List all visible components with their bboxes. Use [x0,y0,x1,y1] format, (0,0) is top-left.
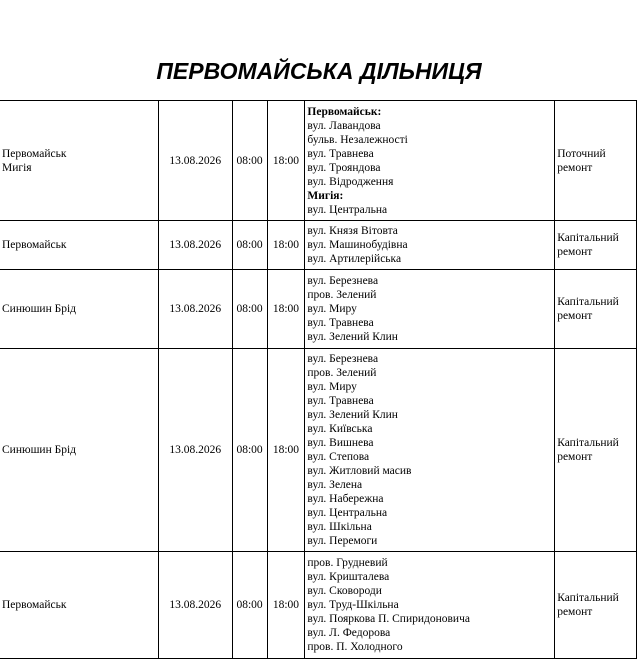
street-name: вул. Пояркова П. Спиридоновича [307,613,470,625]
location-cell [0,270,158,349]
work-type: Капітальний [557,296,619,308]
street-name: вул. Степова [307,451,370,463]
work-type: ремонт [557,451,593,463]
work-type: ремонт [557,606,593,618]
location-cell [0,221,158,270]
street-name: вул. Шкільна [307,521,372,533]
street-name: вул. Березнева [307,275,379,287]
schedule-body [0,101,637,659]
work-type: Капітальний [557,437,619,449]
work-type-cell [555,270,637,349]
street-name: вул. Зелений Клин [307,331,398,343]
street-name: вул. Трояндова [307,161,381,174]
street-name: вул. Київська [307,423,373,435]
street-name: вул. Труд-Шкільна [307,599,399,611]
outage-date: 13.08.2026 [169,303,222,315]
end-time-cell [267,552,305,659]
street-name: вул. Сковороди [307,585,382,597]
street-name: вул. Миру [307,381,357,393]
outage-date: 13.08.2026 [169,239,222,251]
location-name: Первомайськ [2,147,67,160]
settlement-heading: Мигія: [307,189,344,202]
location-name: Синюшин Брід [2,444,77,456]
street-name: вул. Травнева [307,147,374,160]
street-name: вул. Лавандова [307,119,381,132]
streets-cell [305,552,555,659]
outage-date: 13.08.2026 [169,444,222,456]
street-name: вул. Житловий масив [307,465,412,477]
start-time: 08:00 [236,303,263,315]
table-row [0,552,637,659]
street-name: бульв. Незалежності [307,133,408,146]
start-time-cell [232,349,267,552]
work-type: ремонт [557,161,593,174]
work-type-cell [555,221,637,270]
start-time-cell [232,270,267,349]
table-row [0,221,637,270]
page-title: ПЕРВОМАЙСЬКА ДІЛЬНИЦЯ [156,58,482,84]
street-name: вул. Зелена [307,479,363,491]
start-time: 08:00 [236,239,263,251]
street-name: вул. Кришталева [307,571,390,583]
street-name: пров. П. Холодного [307,641,403,653]
location-name: Первомайськ [2,599,67,611]
date-cell [158,270,232,349]
streets-cell [305,270,555,349]
end-time: 18:00 [272,444,300,456]
street-name: вул. Набережна [307,493,384,505]
work-type: Поточний [557,147,606,160]
end-time: 18:00 [272,599,300,611]
street-name: пров. Зелений [307,289,377,301]
table-row [0,101,637,221]
end-time-cell [267,101,305,221]
street-name: вул. Березнева [307,353,379,365]
location-cell [0,349,158,552]
street-name: вул. Л. Федорова [307,627,391,639]
start-time: 08:00 [236,444,263,456]
end-time-cell [267,270,305,349]
start-time-cell [232,101,267,221]
work-type: Капітальний [557,592,619,604]
start-time: 08:00 [236,599,263,611]
street-name: вул. Травнева [307,395,374,407]
street-name: вул. Машинобудівна [307,239,408,251]
table-row [0,349,637,552]
street-name: вул. Артилерійська [307,253,402,265]
end-time: 18:00 [272,239,300,251]
table-row [0,270,637,349]
street-name: вул. Відродження [307,175,394,188]
street-name: вул. Вишнева [307,437,374,449]
street-name: вул. Миру [307,303,357,315]
location-name: Первомайськ [2,239,67,251]
street-name: пров. Зелений [307,367,377,379]
end-time: 18:00 [272,303,300,315]
work-type: ремонт [557,246,593,258]
date-cell [158,101,232,221]
streets-cell [305,349,555,552]
end-time-cell [267,221,305,270]
location-name: Мигія [2,161,32,174]
street-name: пров. Грудневий [307,557,388,569]
work-type: Капітальний [557,232,619,244]
start-time: 08:00 [236,154,263,167]
street-name: вул. Травнева [307,317,374,329]
work-type: ремонт [557,310,593,322]
work-type-cell [555,552,637,659]
settlement-heading: Первомайськ: [307,105,382,118]
work-type-cell [555,101,637,221]
street-name: вул. Зелений Клин [307,409,398,421]
work-type-cell [555,349,637,552]
street-name: вул. Князя Вітовта [307,225,398,237]
end-time-cell [267,349,305,552]
street-name: вул. Центральна [307,203,388,216]
location-cell [0,552,158,659]
streets-cell [305,221,555,270]
end-time: 18:00 [272,154,300,167]
date-cell [158,552,232,659]
location-cell [0,101,158,221]
street-name: вул. Центральна [307,507,388,519]
date-cell [158,221,232,270]
outage-date: 13.08.2026 [169,599,222,611]
start-time-cell [232,221,267,270]
location-name: Синюшин Брід [2,303,77,315]
streets-cell [305,101,555,221]
start-time-cell [232,552,267,659]
outage-date: 13.08.2026 [169,154,222,167]
street-name: вул. Перемоги [307,535,378,547]
date-cell [158,349,232,552]
outage-schedule-table [0,100,637,659]
